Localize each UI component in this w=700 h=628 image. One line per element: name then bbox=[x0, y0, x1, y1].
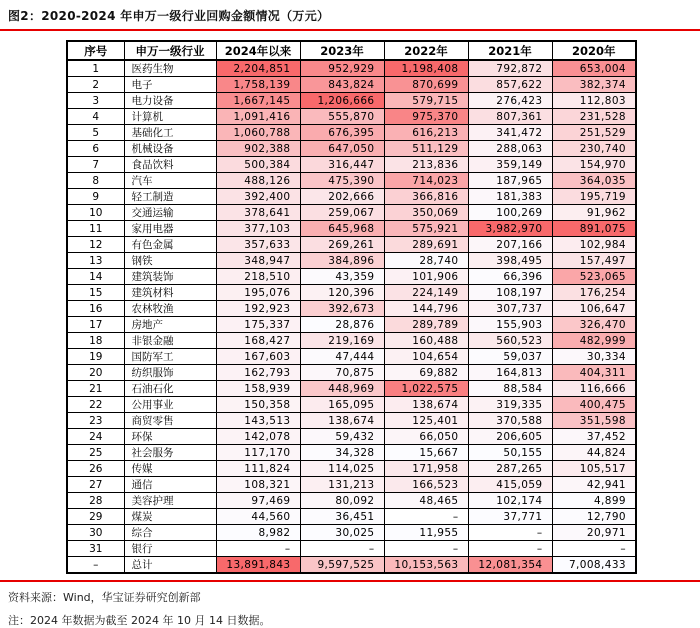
value-cell: 482,999 bbox=[552, 333, 636, 349]
value-cell: – bbox=[552, 541, 636, 557]
value-cell: 575,921 bbox=[384, 221, 468, 237]
column-header-6: 2020年 bbox=[552, 41, 636, 60]
index-cell: 31 bbox=[67, 541, 124, 557]
table-row bbox=[67, 541, 636, 557]
value-cell: 44,560 bbox=[216, 509, 300, 525]
value-cell: 676,395 bbox=[300, 125, 384, 141]
value-cell: 195,719 bbox=[552, 189, 636, 205]
industry-cell: 环保 bbox=[124, 429, 216, 445]
value-cell: 117,170 bbox=[216, 445, 300, 461]
value-cell: 168,427 bbox=[216, 333, 300, 349]
value-cell: 157,497 bbox=[552, 253, 636, 269]
value-cell: 144,796 bbox=[384, 301, 468, 317]
column-header-1: 申万一级行业 bbox=[124, 41, 216, 60]
table-row bbox=[67, 60, 636, 77]
index-cell: 16 bbox=[67, 301, 124, 317]
value-cell: 11,955 bbox=[384, 525, 468, 541]
index-cell: 8 bbox=[67, 173, 124, 189]
index-cell: 21 bbox=[67, 381, 124, 397]
index-cell: 24 bbox=[67, 429, 124, 445]
value-cell: 105,517 bbox=[552, 461, 636, 477]
table-row bbox=[67, 109, 636, 125]
index-cell: 17 bbox=[67, 317, 124, 333]
value-cell: 500,384 bbox=[216, 157, 300, 173]
industry-cell: 国防军工 bbox=[124, 349, 216, 365]
value-cell: 1,022,575 bbox=[384, 381, 468, 397]
table-row bbox=[67, 125, 636, 141]
value-cell: 50,155 bbox=[468, 445, 552, 461]
table-row bbox=[67, 509, 636, 525]
index-cell: 27 bbox=[67, 477, 124, 493]
industry-cell: 煤炭 bbox=[124, 509, 216, 525]
value-cell: – bbox=[216, 541, 300, 557]
industry-cell: 农林牧渔 bbox=[124, 301, 216, 317]
value-cell: 138,674 bbox=[384, 397, 468, 413]
value-cell: 289,691 bbox=[384, 237, 468, 253]
industry-cell: 建筑材料 bbox=[124, 285, 216, 301]
value-cell: 269,261 bbox=[300, 237, 384, 253]
column-header-0: 序号 bbox=[67, 41, 124, 60]
value-cell: 176,254 bbox=[552, 285, 636, 301]
value-cell: 165,095 bbox=[300, 397, 384, 413]
value-cell: 350,069 bbox=[384, 205, 468, 221]
industry-cell: 基础化工 bbox=[124, 125, 216, 141]
table-row bbox=[67, 141, 636, 157]
value-cell: 219,169 bbox=[300, 333, 384, 349]
value-cell: 400,475 bbox=[552, 397, 636, 413]
value-cell: 20,971 bbox=[552, 525, 636, 541]
value-cell: 12,790 bbox=[552, 509, 636, 525]
value-cell: 251,529 bbox=[552, 125, 636, 141]
index-cell: 6 bbox=[67, 141, 124, 157]
column-header-4: 2022年 bbox=[384, 41, 468, 60]
index-cell: 18 bbox=[67, 333, 124, 349]
table-row bbox=[67, 477, 636, 493]
value-cell: 2,204,851 bbox=[216, 60, 300, 77]
value-cell: 37,452 bbox=[552, 429, 636, 445]
table-row bbox=[67, 333, 636, 349]
value-cell: 1,198,408 bbox=[384, 60, 468, 77]
value-cell: 47,444 bbox=[300, 349, 384, 365]
value-cell: – bbox=[384, 509, 468, 525]
industry-cell: 总计 bbox=[124, 557, 216, 574]
value-cell: 155,903 bbox=[468, 317, 552, 333]
index-cell: 22 bbox=[67, 397, 124, 413]
value-cell: 158,939 bbox=[216, 381, 300, 397]
index-cell: 7 bbox=[67, 157, 124, 173]
index-cell: – bbox=[67, 557, 124, 574]
value-cell: 8,982 bbox=[216, 525, 300, 541]
value-cell: 792,872 bbox=[468, 60, 552, 77]
value-cell: 341,472 bbox=[468, 125, 552, 141]
value-cell: 370,588 bbox=[468, 413, 552, 429]
industry-cell: 机械设备 bbox=[124, 141, 216, 157]
value-cell: 902,388 bbox=[216, 141, 300, 157]
value-cell: 975,370 bbox=[384, 109, 468, 125]
column-header-2: 2024年以来 bbox=[216, 41, 300, 60]
index-cell: 19 bbox=[67, 349, 124, 365]
value-cell: 807,361 bbox=[468, 109, 552, 125]
value-cell: 213,836 bbox=[384, 157, 468, 173]
value-cell: 44,824 bbox=[552, 445, 636, 461]
value-cell: 114,025 bbox=[300, 461, 384, 477]
value-cell: 9,597,525 bbox=[300, 557, 384, 574]
value-cell: 448,969 bbox=[300, 381, 384, 397]
value-cell: 359,149 bbox=[468, 157, 552, 173]
footer-divider-line bbox=[0, 580, 700, 582]
industry-cell: 电子 bbox=[124, 77, 216, 93]
industry-cell: 非银金融 bbox=[124, 333, 216, 349]
index-cell: 10 bbox=[67, 205, 124, 221]
table-row bbox=[67, 525, 636, 541]
value-cell: 276,423 bbox=[468, 93, 552, 109]
table-row bbox=[67, 189, 636, 205]
value-cell: 378,641 bbox=[216, 205, 300, 221]
value-cell: 192,923 bbox=[216, 301, 300, 317]
value-cell: 616,213 bbox=[384, 125, 468, 141]
value-cell: 102,984 bbox=[552, 237, 636, 253]
value-cell: 404,311 bbox=[552, 365, 636, 381]
value-cell: 287,265 bbox=[468, 461, 552, 477]
value-cell: 555,870 bbox=[300, 109, 384, 125]
value-cell: 97,469 bbox=[216, 493, 300, 509]
data-source: 资料来源：Wind，华宝证券研究创新部 bbox=[8, 591, 201, 604]
table-row bbox=[67, 493, 636, 509]
value-cell: 59,432 bbox=[300, 429, 384, 445]
value-cell: 88,584 bbox=[468, 381, 552, 397]
value-cell: 116,666 bbox=[552, 381, 636, 397]
value-cell: 91,962 bbox=[552, 205, 636, 221]
value-cell: 398,495 bbox=[468, 253, 552, 269]
industry-cell: 计算机 bbox=[124, 109, 216, 125]
value-cell: 1,758,139 bbox=[216, 77, 300, 93]
industry-cell: 电力设备 bbox=[124, 93, 216, 109]
value-cell: 187,965 bbox=[468, 173, 552, 189]
value-cell: 230,740 bbox=[552, 141, 636, 157]
title-divider-line bbox=[0, 29, 700, 31]
table-row bbox=[67, 445, 636, 461]
index-cell: 12 bbox=[67, 237, 124, 253]
industry-cell: 传媒 bbox=[124, 461, 216, 477]
table-row bbox=[67, 349, 636, 365]
index-cell: 30 bbox=[67, 525, 124, 541]
value-cell: 857,622 bbox=[468, 77, 552, 93]
value-cell: 714,023 bbox=[384, 173, 468, 189]
index-cell: 3 bbox=[67, 93, 124, 109]
value-cell: 101,906 bbox=[384, 269, 468, 285]
value-cell: 37,771 bbox=[468, 509, 552, 525]
value-cell: 560,523 bbox=[468, 333, 552, 349]
value-cell: 30,025 bbox=[300, 525, 384, 541]
value-cell: 10,153,563 bbox=[384, 557, 468, 574]
value-cell: 488,126 bbox=[216, 173, 300, 189]
value-cell: 579,715 bbox=[384, 93, 468, 109]
industry-cell: 银行 bbox=[124, 541, 216, 557]
value-cell: 181,383 bbox=[468, 189, 552, 205]
index-cell: 13 bbox=[67, 253, 124, 269]
value-cell: 843,824 bbox=[300, 77, 384, 93]
value-cell: 952,929 bbox=[300, 60, 384, 77]
industry-cell: 钢铁 bbox=[124, 253, 216, 269]
value-cell: 70,875 bbox=[300, 365, 384, 381]
value-cell: 108,197 bbox=[468, 285, 552, 301]
value-cell: 319,335 bbox=[468, 397, 552, 413]
value-cell: 59,037 bbox=[468, 349, 552, 365]
value-cell: 195,076 bbox=[216, 285, 300, 301]
value-cell: 231,528 bbox=[552, 109, 636, 125]
value-cell: – bbox=[384, 541, 468, 557]
value-cell: 120,396 bbox=[300, 285, 384, 301]
value-cell: 43,359 bbox=[300, 269, 384, 285]
value-cell: 202,666 bbox=[300, 189, 384, 205]
index-cell: 14 bbox=[67, 269, 124, 285]
value-cell: 108,321 bbox=[216, 477, 300, 493]
value-cell: 207,166 bbox=[468, 237, 552, 253]
industry-cell: 社会服务 bbox=[124, 445, 216, 461]
industry-cell: 纺织服饰 bbox=[124, 365, 216, 381]
index-cell: 23 bbox=[67, 413, 124, 429]
value-cell: 80,092 bbox=[300, 493, 384, 509]
value-cell: 104,654 bbox=[384, 349, 468, 365]
value-cell: 511,129 bbox=[384, 141, 468, 157]
value-cell: 154,970 bbox=[552, 157, 636, 173]
value-cell: 171,958 bbox=[384, 461, 468, 477]
index-cell: 2 bbox=[67, 77, 124, 93]
value-cell: 326,470 bbox=[552, 317, 636, 333]
value-cell: 206,605 bbox=[468, 429, 552, 445]
value-cell: 111,824 bbox=[216, 461, 300, 477]
value-cell: 647,050 bbox=[300, 141, 384, 157]
value-cell: 69,882 bbox=[384, 365, 468, 381]
value-cell: 100,269 bbox=[468, 205, 552, 221]
table-row bbox=[67, 413, 636, 429]
figure-title: 图2：2020-2024 年申万一级行业回购金额情况（万元） bbox=[8, 9, 330, 23]
value-cell: 102,174 bbox=[468, 493, 552, 509]
index-cell: 28 bbox=[67, 493, 124, 509]
industry-cell: 有色金属 bbox=[124, 237, 216, 253]
table-row bbox=[67, 301, 636, 317]
value-cell: 1,091,416 bbox=[216, 109, 300, 125]
value-cell: 34,328 bbox=[300, 445, 384, 461]
value-cell: 28,876 bbox=[300, 317, 384, 333]
industry-cell: 交通运输 bbox=[124, 205, 216, 221]
value-cell: 7,008,433 bbox=[552, 557, 636, 574]
value-cell: 870,699 bbox=[384, 77, 468, 93]
index-cell: 4 bbox=[67, 109, 124, 125]
value-cell: 218,510 bbox=[216, 269, 300, 285]
value-cell: 142,078 bbox=[216, 429, 300, 445]
value-cell: 475,390 bbox=[300, 173, 384, 189]
industry-cell: 食品饮料 bbox=[124, 157, 216, 173]
industry-cell: 石油石化 bbox=[124, 381, 216, 397]
value-cell: 162,793 bbox=[216, 365, 300, 381]
value-cell: 138,674 bbox=[300, 413, 384, 429]
industry-cell: 公用事业 bbox=[124, 397, 216, 413]
index-cell: 15 bbox=[67, 285, 124, 301]
value-cell: 12,081,354 bbox=[468, 557, 552, 574]
table-row bbox=[67, 429, 636, 445]
value-cell: 131,213 bbox=[300, 477, 384, 493]
industry-cell: 通信 bbox=[124, 477, 216, 493]
value-cell: 166,523 bbox=[384, 477, 468, 493]
value-cell: 13,891,843 bbox=[216, 557, 300, 574]
total-row bbox=[67, 557, 636, 574]
industry-cell: 房地产 bbox=[124, 317, 216, 333]
table-row bbox=[67, 237, 636, 253]
value-cell: 377,103 bbox=[216, 221, 300, 237]
index-cell: 11 bbox=[67, 221, 124, 237]
value-cell: 289,789 bbox=[384, 317, 468, 333]
value-cell: 30,334 bbox=[552, 349, 636, 365]
column-header-5: 2021年 bbox=[468, 41, 552, 60]
table-row bbox=[67, 461, 636, 477]
value-cell: 112,803 bbox=[552, 93, 636, 109]
table-row bbox=[67, 173, 636, 189]
index-cell: 5 bbox=[67, 125, 124, 141]
value-cell: 28,740 bbox=[384, 253, 468, 269]
value-cell: 415,059 bbox=[468, 477, 552, 493]
table-row bbox=[67, 93, 636, 109]
table-row bbox=[67, 77, 636, 93]
index-cell: 9 bbox=[67, 189, 124, 205]
value-cell: 364,035 bbox=[552, 173, 636, 189]
value-cell: 366,816 bbox=[384, 189, 468, 205]
value-cell: 1,206,666 bbox=[300, 93, 384, 109]
footnote: 注：2024 年数据为截至 2024 年 10 月 14 日数据。 bbox=[8, 614, 271, 627]
value-cell: 653,004 bbox=[552, 60, 636, 77]
value-cell: 259,067 bbox=[300, 205, 384, 221]
value-cell: 4,899 bbox=[552, 493, 636, 509]
table-header-row bbox=[67, 41, 636, 60]
industry-cell: 医药生物 bbox=[124, 60, 216, 77]
value-cell: 150,358 bbox=[216, 397, 300, 413]
table-row bbox=[67, 253, 636, 269]
industry-cell: 美容护理 bbox=[124, 493, 216, 509]
value-cell: 106,647 bbox=[552, 301, 636, 317]
value-cell: 357,633 bbox=[216, 237, 300, 253]
value-cell: 523,065 bbox=[552, 269, 636, 285]
value-cell: 143,513 bbox=[216, 413, 300, 429]
value-cell: 288,063 bbox=[468, 141, 552, 157]
value-cell: 42,941 bbox=[552, 477, 636, 493]
value-cell: 307,737 bbox=[468, 301, 552, 317]
value-cell: 15,667 bbox=[384, 445, 468, 461]
industry-cell: 建筑装饰 bbox=[124, 269, 216, 285]
value-cell: 36,451 bbox=[300, 509, 384, 525]
value-cell: – bbox=[468, 541, 552, 557]
industry-cell: 商贸零售 bbox=[124, 413, 216, 429]
value-cell: 175,337 bbox=[216, 317, 300, 333]
value-cell: 125,401 bbox=[384, 413, 468, 429]
value-cell: 348,947 bbox=[216, 253, 300, 269]
table-row bbox=[67, 365, 636, 381]
table-row bbox=[67, 285, 636, 301]
value-cell: 66,050 bbox=[384, 429, 468, 445]
value-cell: 224,149 bbox=[384, 285, 468, 301]
value-cell: 351,598 bbox=[552, 413, 636, 429]
value-cell: 392,673 bbox=[300, 301, 384, 317]
value-cell: 384,896 bbox=[300, 253, 384, 269]
value-cell: 48,465 bbox=[384, 493, 468, 509]
value-cell: 1,060,788 bbox=[216, 125, 300, 141]
table-container bbox=[66, 40, 635, 574]
buyback-table bbox=[66, 40, 637, 574]
index-cell: 29 bbox=[67, 509, 124, 525]
value-cell: 392,400 bbox=[216, 189, 300, 205]
value-cell: 645,968 bbox=[300, 221, 384, 237]
value-cell: 167,603 bbox=[216, 349, 300, 365]
table-row bbox=[67, 157, 636, 173]
industry-cell: 轻工制造 bbox=[124, 189, 216, 205]
table-row bbox=[67, 205, 636, 221]
value-cell: – bbox=[468, 525, 552, 541]
value-cell: 66,396 bbox=[468, 269, 552, 285]
table-row bbox=[67, 221, 636, 237]
value-cell: 316,447 bbox=[300, 157, 384, 173]
industry-cell: 家用电器 bbox=[124, 221, 216, 237]
index-cell: 25 bbox=[67, 445, 124, 461]
column-header-3: 2023年 bbox=[300, 41, 384, 60]
value-cell: 160,488 bbox=[384, 333, 468, 349]
value-cell: – bbox=[300, 541, 384, 557]
table-row bbox=[67, 397, 636, 413]
table-row bbox=[67, 317, 636, 333]
value-cell: 164,813 bbox=[468, 365, 552, 381]
value-cell: 1,667,145 bbox=[216, 93, 300, 109]
value-cell: 3,982,970 bbox=[468, 221, 552, 237]
index-cell: 1 bbox=[67, 60, 124, 77]
industry-cell: 汽车 bbox=[124, 173, 216, 189]
index-cell: 26 bbox=[67, 461, 124, 477]
industry-cell: 综合 bbox=[124, 525, 216, 541]
value-cell: 891,075 bbox=[552, 221, 636, 237]
value-cell: 382,374 bbox=[552, 77, 636, 93]
table-row bbox=[67, 269, 636, 285]
table-row bbox=[67, 381, 636, 397]
index-cell: 20 bbox=[67, 365, 124, 381]
